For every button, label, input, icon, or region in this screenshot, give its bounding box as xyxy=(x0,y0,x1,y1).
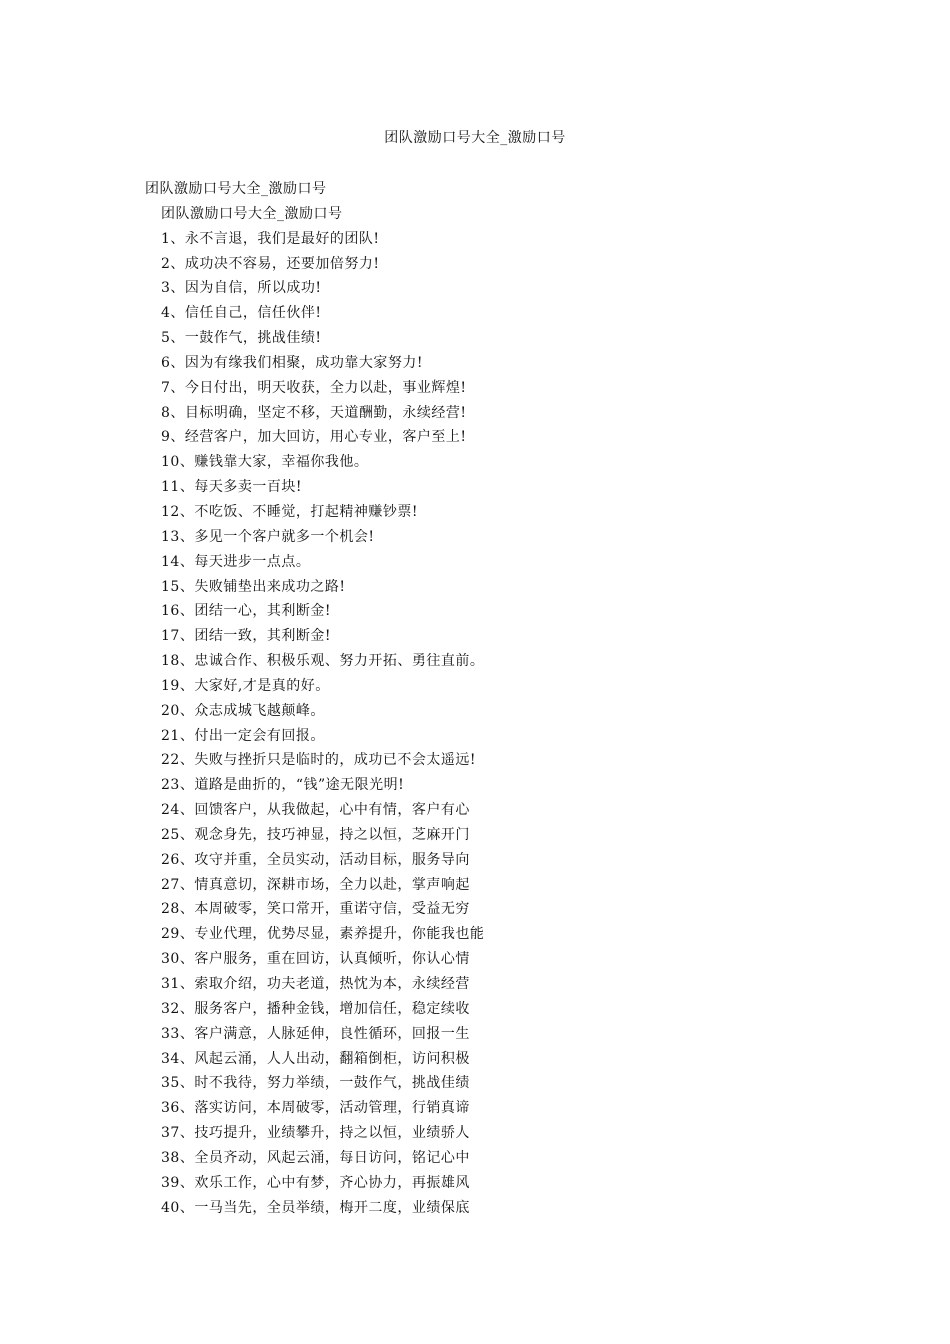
document-heading: 团队激励口号大全_激励口号 xyxy=(145,181,327,197)
slogan-item: 1、永不言退，我们是最好的团队! xyxy=(161,230,380,247)
page-title: 团队激励口号大全_激励口号 xyxy=(384,130,566,146)
slogan-item: 31、索取介绍，功夫老道，热忱为本，永续经营 xyxy=(161,976,470,992)
slogan-item: 40、一马当先，全员举绩，梅开二度，业绩保底 xyxy=(161,1199,470,1216)
slogan-item: 17、团结一致，其利断金! xyxy=(161,628,331,645)
slogan-item: 3、因为自信，所以成功! xyxy=(161,280,322,297)
slogan-item: 22、失败与挫折只是临时的，成功已不会太遥远! xyxy=(161,752,476,769)
slogan-item: 18、忠诚合作、积极乐观、努力开拓、勇往直前。 xyxy=(161,653,485,670)
slogan-item: 34、风起云涌，人人出动，翻箱倒柜，访问积极 xyxy=(161,1050,470,1067)
slogan-item: 10、赚钱靠大家，幸福你我他。 xyxy=(161,454,369,471)
slogan-item: 20、众志成城飞越颠峰。 xyxy=(161,702,325,719)
slogan-item: 39、欢乐工作，心中有梦，齐心协力，再振雄风 xyxy=(161,1174,470,1191)
slogan-item: 26、攻守并重，全员实动，活动目标，服务导向 xyxy=(161,851,470,868)
slogan-item: 9、经营客户，加大回访，用心专业，客户至上! xyxy=(161,429,467,446)
slogan-item: 27、情真意切，深耕市场，全力以赴，掌声响起 xyxy=(161,876,470,893)
slogan-item: 28、本周破零，笑口常开，重诺守信，受益无穷 xyxy=(161,901,470,918)
document-body xyxy=(145,177,845,1220)
slogan-item: 12、不吃饭、不睡觉，打起精神赚钞票! xyxy=(161,503,418,520)
slogan-item: 35、时不我待，努力举绩，一鼓作气，挑战佳绩 xyxy=(161,1075,470,1092)
slogan-item: 14、每天进步一点点。 xyxy=(161,553,311,570)
slogan-item: 13、多见一个客户就多一个机会! xyxy=(161,528,375,545)
slogan-item: 5、一鼓作气，挑战佳绩! xyxy=(161,330,322,347)
slogan-item: 16、团结一心，其利断金! xyxy=(161,603,331,620)
slogan-item: 8、目标明确，坚定不移，天道酬勤，永续经营! xyxy=(161,404,467,421)
slogan-item: 11、每天多卖一百块! xyxy=(161,479,302,496)
slogan-item: 36、落实访问，本周破零，活动管理，行销真谛 xyxy=(161,1100,470,1117)
slogan-item: 29、专业代理，优势尽显，素养提升，你能我也能 xyxy=(161,926,485,943)
slogan-item: 2、成功决不容易，还要加倍努力! xyxy=(161,255,380,272)
slogan-list xyxy=(145,227,845,1221)
slogan-item: 23、道路是曲折的，“钱”途无限光明! xyxy=(161,777,405,794)
slogan-item: 19、大家好,才是真的好。 xyxy=(161,677,330,694)
slogan-item: 33、客户满意，人脉延伸，良性循环，回报一生 xyxy=(161,1025,470,1042)
slogan-item: 32、服务客户，播种金钱，增加信任，稳定续收 xyxy=(161,1000,470,1017)
slogan-item: 24、回馈客户，从我做起，心中有情，客户有心 xyxy=(161,802,470,819)
slogan-item: 21、付出一定会有回报。 xyxy=(161,727,325,744)
slogan-item: 4、信任自己，信任伙伴! xyxy=(161,305,322,322)
document-subheading: 团队激励口号大全_激励口号 xyxy=(161,205,343,222)
slogan-item: 38、全员齐动，风起云涌，每日访问，铭记心中 xyxy=(161,1149,470,1166)
slogan-item: 6、因为有缘我们相聚，成功靠大家努力! xyxy=(161,354,424,371)
slogan-item: 37、技巧提升，业绩攀升，持之以恒，业绩骄人 xyxy=(161,1125,470,1142)
slogan-item: 25、观念身先，技巧神显，持之以恒，芝麻开门 xyxy=(161,826,470,843)
slogan-item: 7、今日付出，明天收获，全力以赴，事业辉煌! xyxy=(161,379,467,396)
slogan-item: 30、客户服务，重在回访，认真倾听，你认心情 xyxy=(161,951,470,968)
slogan-item: 15、失败铺垫出来成功之路! xyxy=(161,578,346,595)
